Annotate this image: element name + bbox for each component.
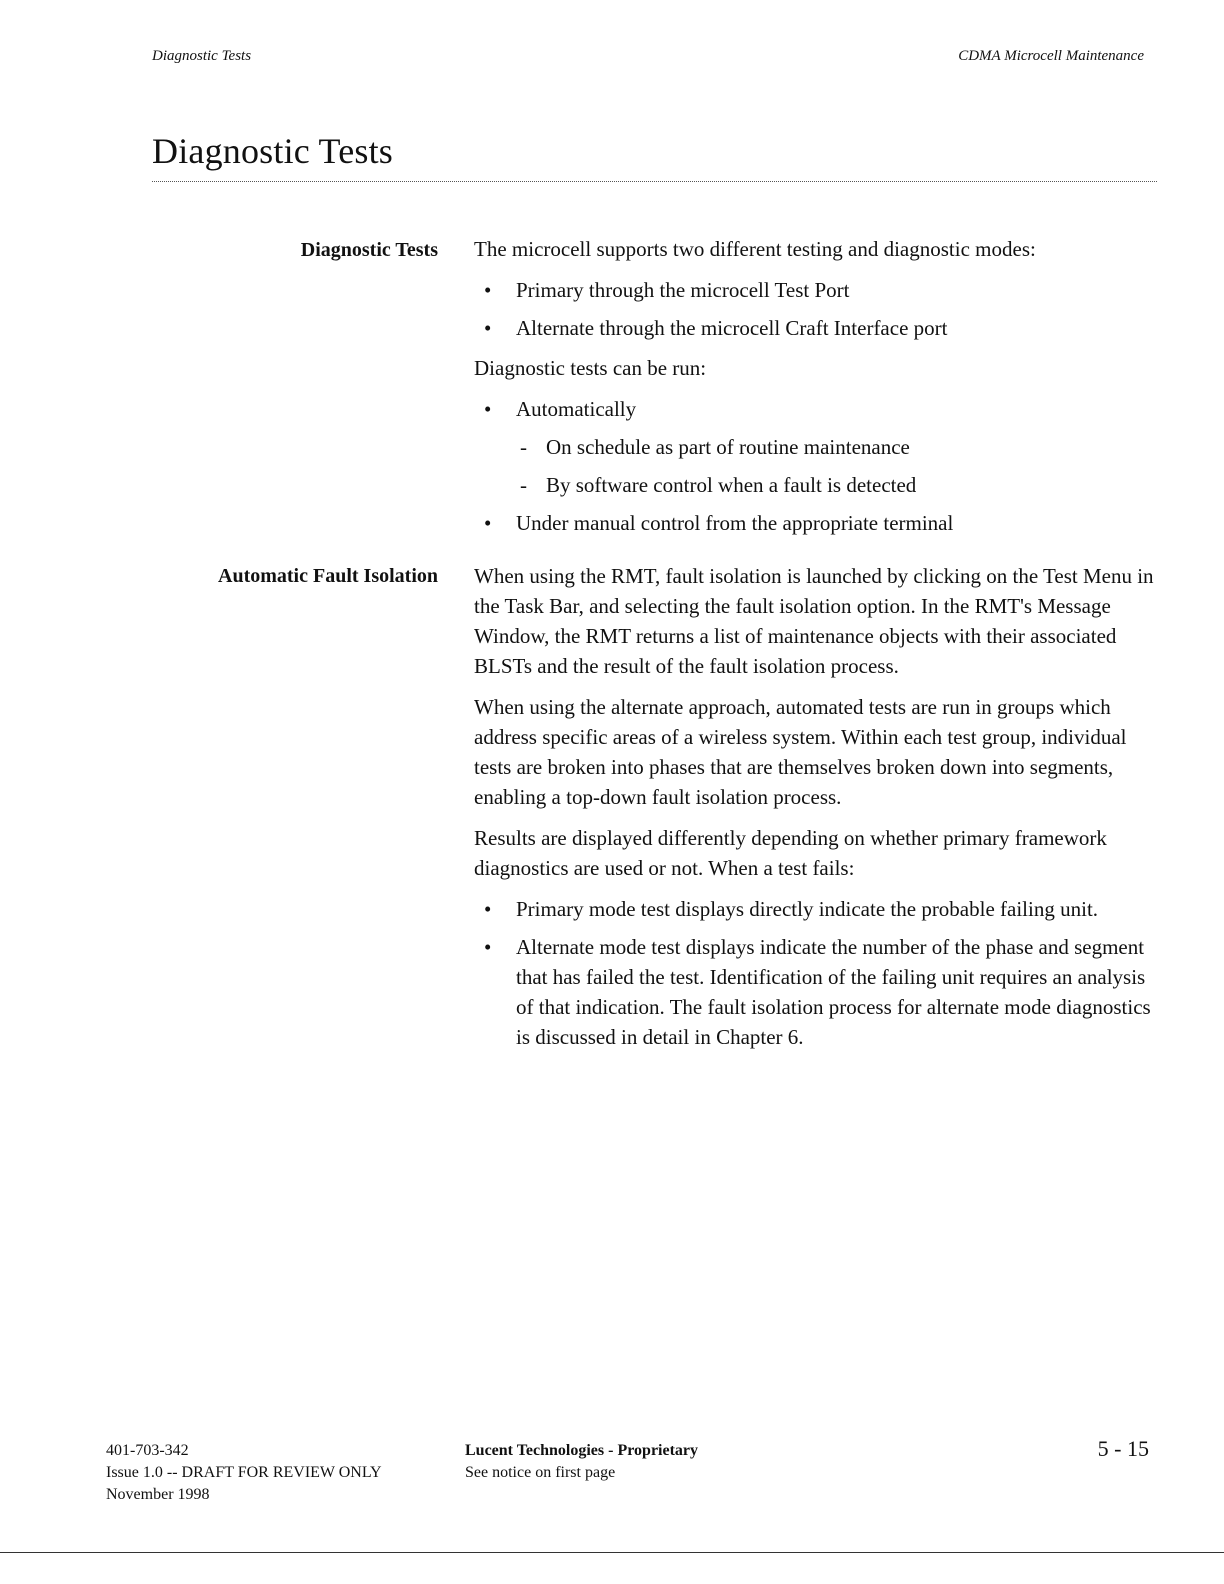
body-diagnostic-tests (474, 234, 1154, 548)
sublist-item-text: By software control when a fault is detected (546, 473, 917, 497)
bullet-icon: • (484, 278, 492, 302)
sublist-item (474, 470, 1154, 500)
list-item (474, 275, 1154, 305)
paragraph-run-intro: Diagnostic tests can be run: (474, 356, 707, 380)
sublist-item (474, 432, 1154, 462)
list-item (474, 313, 1154, 343)
list-item (474, 932, 1154, 1052)
list-item (474, 508, 1154, 538)
bullet-icon: • (484, 397, 492, 421)
modes-list (474, 275, 1154, 343)
list-item-text: Automatically (516, 397, 637, 421)
side-head-diagnostic-tests: Diagnostic Tests (300, 239, 438, 261)
fail-list (474, 894, 1154, 1052)
running-head-left: Diagnostic Tests (152, 48, 252, 64)
footer-company: Lucent Technologies - Proprietary (465, 1442, 699, 1459)
bullet-icon: • (484, 316, 492, 340)
paragraph: When using the alternate approach, automated tests are run in groups which address specific areas of a wireless system. Within each test group, individual tests are broken into phases that are themselves broken down into segments, enabling a top-down fault isolation process. (474, 695, 1127, 809)
list-item-text: Primary mode test displays directly indicate the probable failing unit. (516, 897, 1099, 921)
footer-doc-number: 401-703-342 (106, 1442, 189, 1459)
dash-icon: - (520, 435, 527, 459)
page-title: Diagnostic Tests (152, 131, 393, 171)
body-automatic-fault-isolation (474, 561, 1154, 1062)
footer-date: November 1998 (106, 1486, 210, 1503)
list-item (474, 894, 1154, 924)
footer-notice: See notice on first page (465, 1464, 616, 1481)
dash-icon: - (520, 473, 527, 497)
page-number: 5 - 15 (1097, 1436, 1149, 1461)
list-item-text: Under manual control from the appropriate terminal (516, 511, 954, 535)
automatic-sublist (474, 432, 1154, 500)
title-divider (152, 181, 1157, 182)
bullet-icon: • (484, 511, 492, 535)
running-head-right: CDMA Microcell Maintenance (958, 48, 1144, 64)
side-head-automatic-fault-isolation: Automatic Fault Isolation (218, 565, 438, 587)
footer-doc-info (106, 1440, 382, 1506)
list-item-text: Alternate through the microcell Craft Interface port (516, 316, 948, 340)
list-item-text: Primary through the microcell Test Port (516, 278, 850, 302)
list-item (474, 394, 1154, 500)
footer-proprietary (465, 1440, 698, 1484)
run-list (474, 394, 1154, 538)
paragraph: When using the RMT, fault isolation is launched by clicking on the Test Menu in the Task Bar, and selecting the fault isolation option. In the RMT's Message Window, the RMT returns a list of maintenance objects with their associated BLSTs and the result of the fault isolation process. (474, 564, 1154, 678)
footer-issue: Issue 1.0 -- DRAFT FOR REVIEW ONLY (106, 1464, 382, 1481)
paragraph: Results are displayed differently depending on whether primary framework diagnostics are used or not. When a test fails: (474, 826, 1107, 880)
bottom-divider (0, 1552, 1224, 1553)
list-item-text: Alternate mode test displays indicate the number of the phase and segment that has failed the test. Identification of the failing unit requires an analysis of that indication. The fault isolation process for alternate mode diagnostics is discussed in detail in Chapter 6. (516, 935, 1151, 1049)
sublist-item-text: On schedule as part of routine maintenance (546, 435, 910, 459)
paragraph-intro: The microcell supports two different testing and diagnostic modes: (474, 237, 1036, 261)
bullet-icon: • (484, 935, 492, 959)
bullet-icon: • (484, 897, 492, 921)
